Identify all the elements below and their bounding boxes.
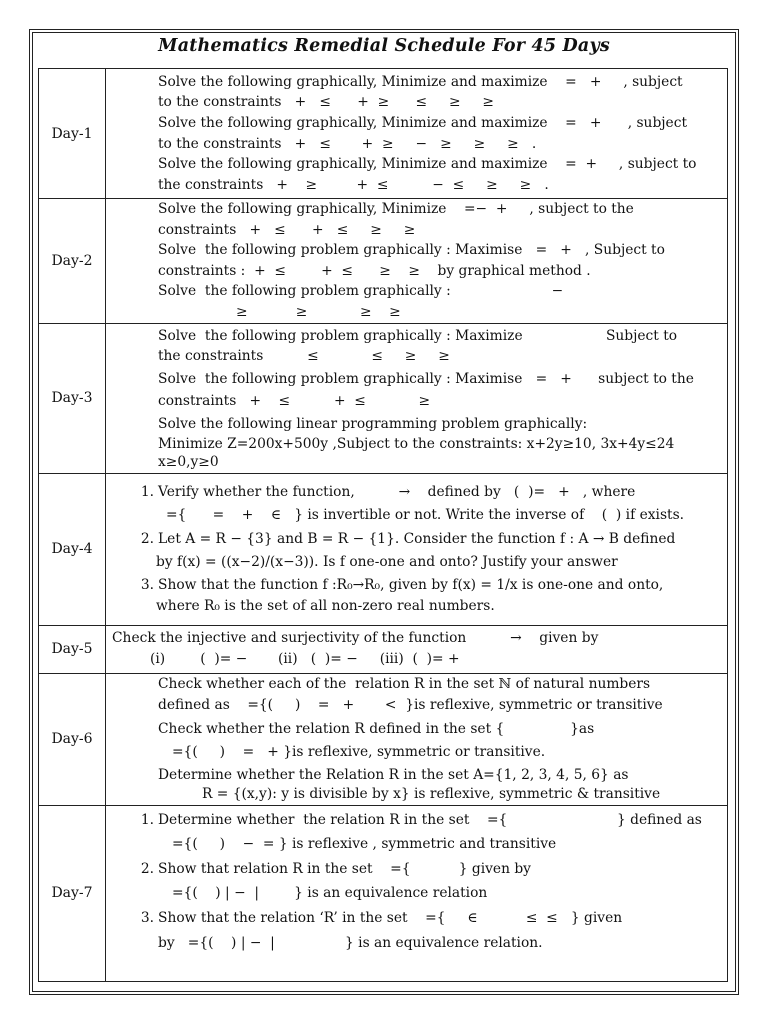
problem-line: Solve the following problem graphically : Maximize Subject to (158, 327, 678, 344)
problem-line: to the constraints + ≤ + ≥ − ≥ ≥ ≥ . (158, 135, 537, 152)
problem-line: Solve the following graphically, Minimize and maximize = + , subject to (158, 156, 697, 173)
table-row-day-2 (39, 199, 728, 324)
list-item (106, 575, 727, 596)
table-row-day-3 (39, 323, 728, 473)
day-3-content (106, 323, 728, 473)
problem-line: Show that the function f :R₀→R₀, given by f(x) = 1/x is one-one and onto, (158, 577, 664, 594)
problem-line: ={( ) = + }is reflexive, symmetric or transitive. (172, 744, 546, 761)
list-item (106, 859, 727, 880)
problem-line: R = {(x,y): y is divisible by x} is reflexive, symmetric & transitive (202, 785, 661, 802)
problem-line: the constraints + ≥ + ≤ − ≤ ≥ ≥ . (158, 176, 549, 193)
day-label: Day-4 (39, 473, 106, 625)
problem-line: by f(x) = ((x−2)/(x−3)). Is f one-one and onto? Justify your answer (156, 553, 618, 570)
day-label: Day-7 (39, 805, 106, 981)
problem-line: Solve the following problem graphically : − (158, 283, 564, 300)
problem-line: Solve the following problem graphically : Maximise = + , Subject to (158, 242, 665, 259)
problem-line: Verify whether the function, → defined by ( )= + , where (158, 483, 636, 500)
table-row-day-1 (39, 69, 728, 199)
day-1-content (106, 69, 728, 199)
problem-line: Solve the following graphically, Minimize and maximize = + , subject (158, 73, 683, 90)
problem-line: Solve the following graphically, Minimize and maximize = + , subject (158, 114, 687, 131)
problem-line: constraints + ≤ + ≤ ≥ ≥ (158, 221, 416, 238)
problem-line: the constraints ≤ ≤ ≥ ≥ (158, 348, 450, 365)
day-5-content (106, 625, 728, 673)
problem-line: x≥0,y≥0 (158, 453, 219, 470)
item-number: 3. (140, 577, 154, 594)
problem-line: Determine whether the Relation R in the set A={1, 2, 3, 4, 5, 6} as (158, 766, 629, 783)
problem-line: Show that the relation ‘R’ in the set ={ ∈ ≤ ≤ } given (158, 909, 623, 926)
schedule-table (38, 68, 728, 982)
problem-line: Determine whether the relation R in the set ={ } defined as (158, 811, 702, 828)
problem-line: constraints : + ≤ + ≤ ≥ ≥ by graphical method . (158, 262, 591, 279)
problem-line: defined as ={( ) = + < }is reflexive, symmetric or transitive (158, 696, 663, 713)
day-7-content (106, 805, 728, 981)
problem-line: Check the injective and surjectivity of the function → given by (112, 630, 599, 647)
day-label: Day-3 (39, 323, 106, 473)
item-number: 3. (140, 909, 154, 926)
problem-line: ={( ) − = } is reflexive , symmetric and transitive (172, 836, 557, 853)
list-item (106, 810, 727, 831)
item-number: 1. (140, 483, 154, 500)
day-2-content (106, 199, 728, 324)
day-label: Day-2 (39, 199, 106, 324)
list-item (106, 482, 727, 503)
day-6-content (106, 673, 728, 805)
table-row-day-7 (39, 805, 728, 981)
problem-line: Check whether each of the relation R in the set ℕ of natural numbers (158, 676, 651, 693)
table-row-day-6 (39, 673, 728, 805)
item-number: 2. (140, 860, 154, 877)
item-number: 1. (140, 811, 154, 828)
problem-line: Check whether the relation R defined in the set { }as (158, 720, 595, 737)
problem-line: ≥ ≥ ≥ ≥ (236, 303, 401, 320)
day-label: Day-6 (39, 673, 106, 805)
problem-line: to the constraints + ≤ + ≥ ≤ ≥ ≥ (158, 94, 494, 111)
list-item (106, 908, 727, 929)
problem-line: where R₀ is the set of all non-zero real numbers. (156, 597, 495, 614)
problem-line: Let A = R − {3} and B = R − {1}. Consider the function f : A → B defined (158, 530, 676, 547)
table-row-day-5 (39, 625, 728, 673)
problem-line: Solve the following graphically, Minimize =− + , subject to the (158, 201, 634, 217)
problem-line: (i) ( )= − (ii) ( )= − (iii) ( )= + (150, 651, 460, 668)
day-4-content (106, 473, 728, 625)
day-label: Day-1 (39, 69, 106, 199)
item-number: 2. (140, 530, 154, 547)
page-title: Mathematics Remedial Schedule For 45 Days (158, 36, 610, 56)
table-row-day-4 (39, 473, 728, 625)
problem-line: ={( ) | − | } is an equivalence relation (172, 885, 488, 902)
day-label: Day-5 (39, 625, 106, 673)
problem-line: Show that relation R in the set ={ } given by (158, 860, 531, 877)
problem-line: Solve the following linear programming problem graphically: (158, 415, 588, 432)
problem-line: by ={( ) | − | } is an equivalence relation. (158, 934, 543, 951)
list-item (106, 529, 727, 550)
problem-line: Solve the following problem graphically : Maximise = + subject to the (158, 370, 694, 387)
problem-line: constraints + ≤ + ≤ ≥ (158, 393, 431, 410)
problem-line: ={ = + ∈ } is invertible or not. Write the inverse of ( ) if exists. (166, 507, 685, 524)
problem-line: Minimize Z=200x+500y ,Subject to the constraints: x+2y≥10, 3x+4y≤24 (158, 435, 675, 452)
